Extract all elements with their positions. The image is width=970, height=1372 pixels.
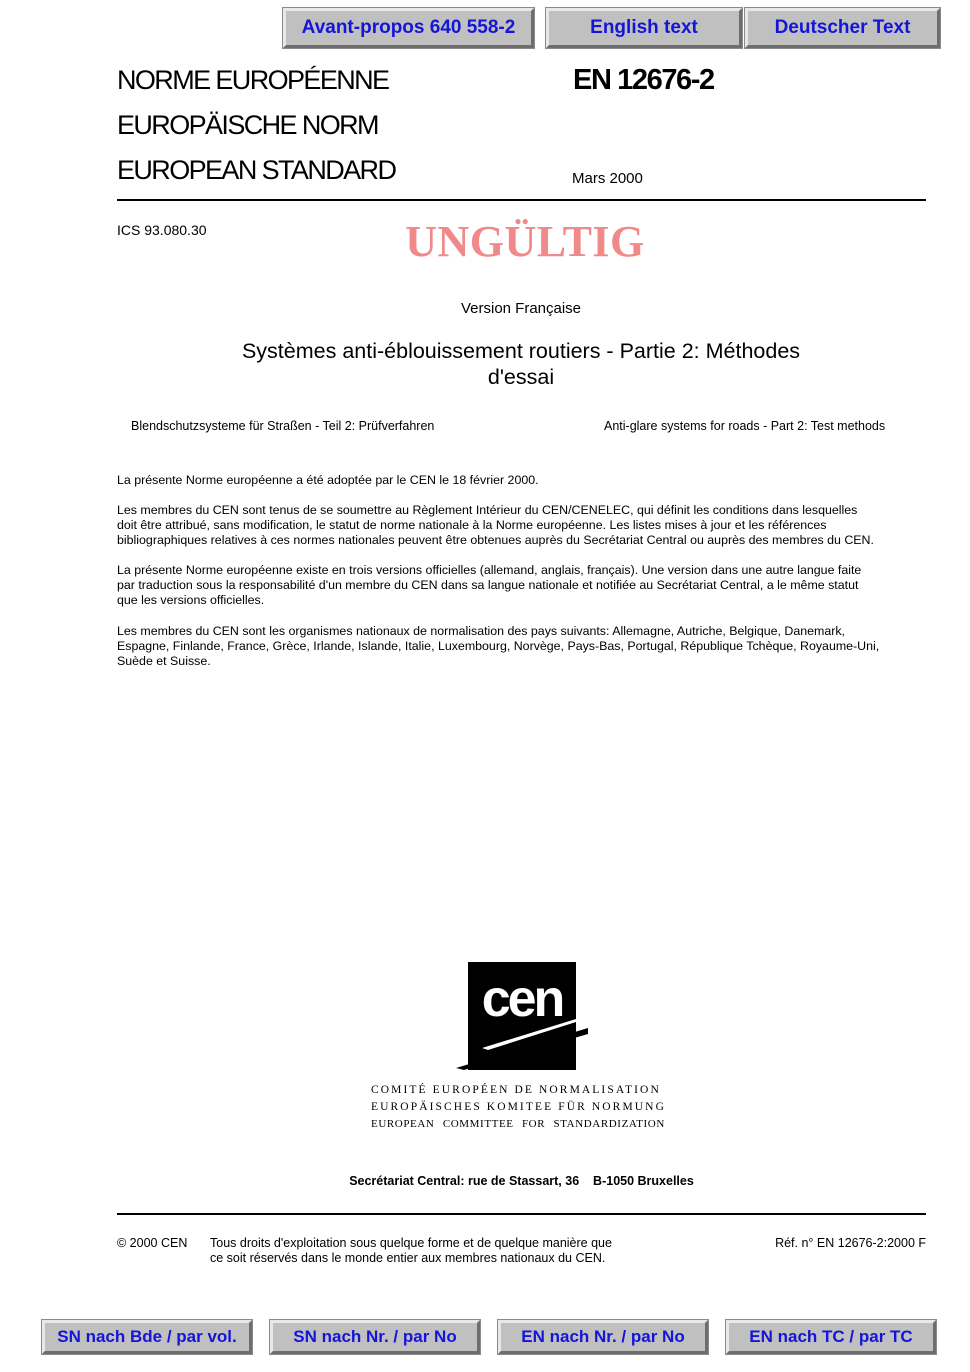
en-by-tc-button[interactable]: EN nach TC / par TC xyxy=(726,1320,936,1354)
version-label: Version Française xyxy=(460,300,582,317)
adoption-paragraph xyxy=(117,473,932,488)
title-english-translation: Anti-glare systems for roads - Part 2: Test methods xyxy=(604,419,886,433)
publication-date: Mars 2000 xyxy=(572,170,643,187)
paragraph-line: Les membres du CEN sont les organismes nationaux de normalisation des pays suivants: Allemagne, Autriche, Belgique, Danemark, xyxy=(117,624,845,638)
member-countries-paragraph xyxy=(117,624,932,669)
rights-line: Tous droits d'exploitation sous quelque forme et de quelque manière que xyxy=(210,1236,612,1250)
header-divider xyxy=(117,199,926,201)
title-french: NORME EUROPÉENNE xyxy=(117,65,389,95)
document-title-line1: Systèmes anti-éblouissement routiers - Partie 2: Méthodes xyxy=(241,339,801,363)
paragraph-line: La présente Norme européenne a été adoptée par le CEN le 18 février 2000. xyxy=(117,473,539,487)
ics-code: ICS 93.080.30 xyxy=(117,222,207,238)
cen-logo xyxy=(452,962,592,1079)
title-german-translation: Blendschutzsysteme für Straßen - Teil 2: Prüfverfahren xyxy=(131,419,435,433)
paragraph-line: Suède et Suisse. xyxy=(117,654,211,668)
invalid-watermark: UNGÜLTIG xyxy=(405,217,645,266)
cen-logo-text: cen xyxy=(481,970,563,1028)
rights-line: ce soit réservés dans le monde entier aux membres nationaux du CEN. xyxy=(210,1251,606,1265)
paragraph-line: La présente Norme européenne existe en trois versions officielles (allemand, anglais, français). Une version dans une autre langue faite xyxy=(117,563,862,577)
footer-divider xyxy=(117,1213,926,1215)
paragraph-line: par traduction sous la responsabilité d'un membre du CEN dans sa langue nationale et notifiée au Secrétariat Central, a le même statut xyxy=(117,578,859,592)
committee-name-english: EUROPEAN COMMITTEE FOR STANDARDIZATION xyxy=(371,1118,665,1130)
paragraph-line: que les versions officielles. xyxy=(117,593,265,607)
english-text-button[interactable]: English text xyxy=(546,8,742,48)
paragraph-line: Les membres du CEN sont tenus de se soumettre au Règlement Intérieur du CEN/CENELEC, qui définit les conditions dans lesquelles xyxy=(117,503,858,517)
document-title-line2: d'essai xyxy=(487,365,555,389)
sn-by-number-button[interactable]: SN nach Nr. / par No xyxy=(270,1320,480,1354)
cen-logo-mark xyxy=(452,962,592,1074)
official-versions-paragraph xyxy=(117,563,932,608)
standard-number: EN 12676-2 xyxy=(573,64,714,96)
secretariat-address: Secrétariat Central: rue de Stassart, 36 B-1050 Bruxelles xyxy=(349,1174,694,1188)
foreword-button[interactable]: Avant-propos 640 558-2 xyxy=(283,8,534,48)
title-german: EUROPÄISCHE NORM xyxy=(117,110,378,140)
reference-number: Réf. n° EN 12676-2:2000 F xyxy=(775,1236,926,1250)
sn-by-volume-button[interactable]: SN nach Bde / par vol. xyxy=(42,1320,252,1354)
committee-name-german: EUROPÄISCHES KOMITEE FÜR NORMUNG xyxy=(371,1101,666,1113)
paragraph-line: Espagne, Finlande, France, Grèce, Irlande, Islande, Italie, Luxembourg, Norvège, Pays-Bas, Portugal, République Tchèque, Royaume-Uni, xyxy=(117,639,880,653)
title-english: EUROPEAN STANDARD xyxy=(117,155,396,185)
paragraph-line: bibliographiques relatives à ces normes nationales peuvent être obtenues auprès du Secrétariat Central ou auprès des membres du CEN. xyxy=(117,533,874,547)
paragraph-line: doit être attribué, sans modification, le statut de norme nationale à la Norme européenne. Les listes mises à jour et les références xyxy=(117,518,827,532)
german-text-button[interactable]: Deutscher Text xyxy=(745,8,940,48)
document-title xyxy=(200,338,842,390)
copyright: © 2000 CEN xyxy=(117,1236,188,1250)
rights-notice xyxy=(210,1236,612,1266)
committee-name-french: COMITÉ EUROPÉEN DE NORMALISATION xyxy=(371,1084,661,1096)
members-obligations-paragraph xyxy=(117,503,932,548)
en-by-number-button[interactable]: EN nach Nr. / par No xyxy=(498,1320,708,1354)
